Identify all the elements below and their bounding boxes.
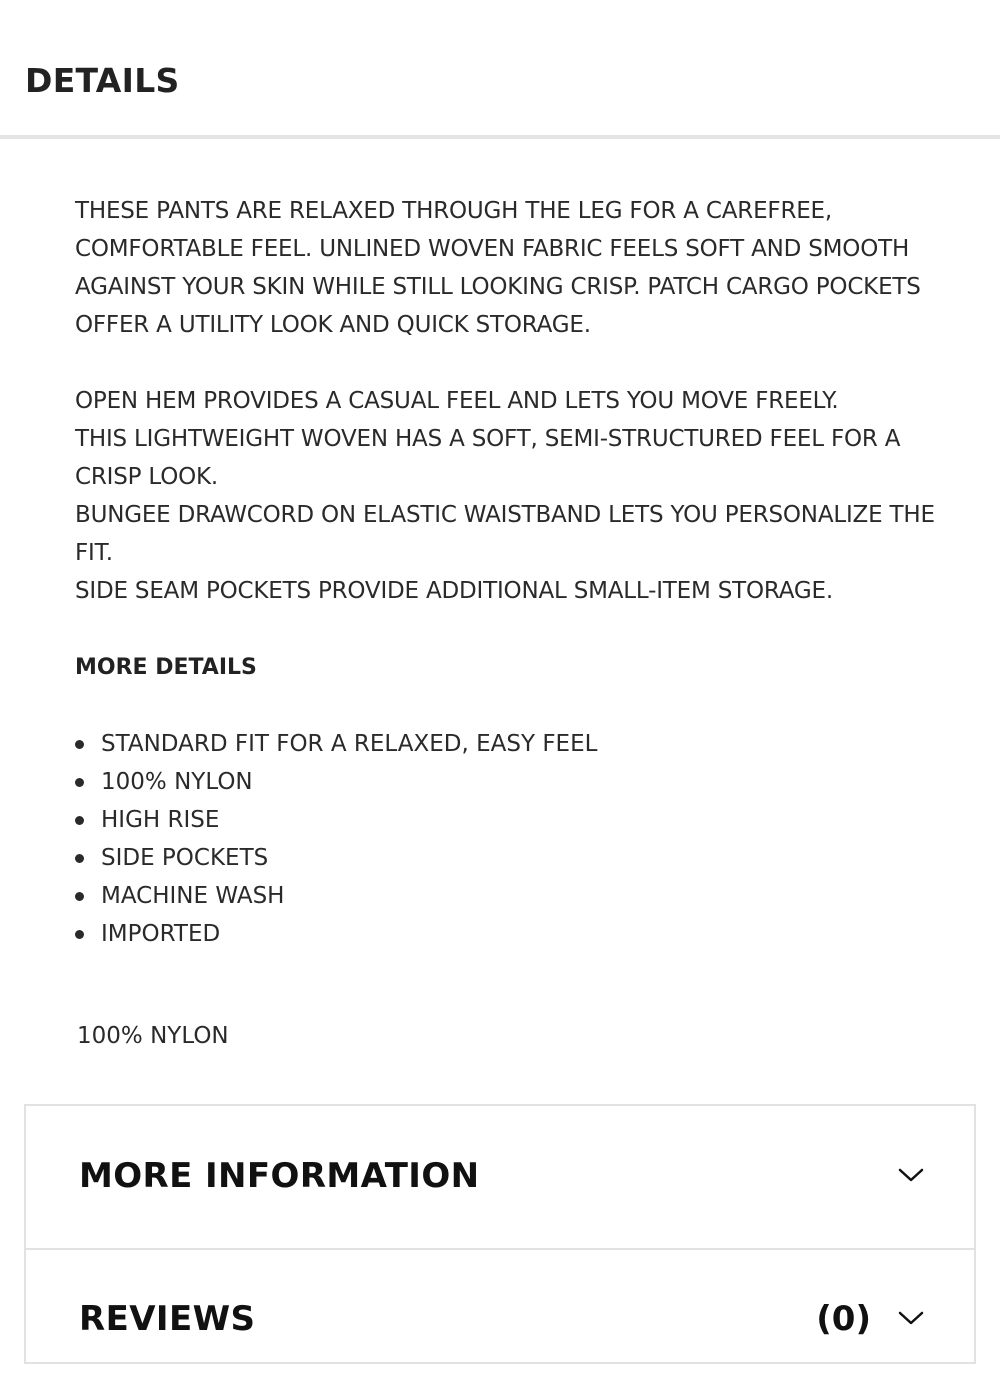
feature-line: BUNGEE DRAWCORD ON ELASTIC WAISTBAND LETS YOU PERSONALIZE THE FIT. bbox=[75, 502, 935, 566]
list-item bbox=[75, 839, 597, 877]
description-paragraph: THESE PANTS ARE RELAXED THROUGH THE LEG FOR A CAREFREE, COMFORTABLE FEEL. UNLINED WOVEN FABRIC FEELS SOFT AND SMOOTH AGAINST YOUR SKIN WHILE STILL LOOKING CRISP. PATCH CARGO POCKETS OFFER A UTILITY LOOK AND QUICK STORAGE. bbox=[75, 198, 921, 338]
feature-line: SIDE SEAM POCKETS PROVIDE ADDITIONAL SMALL-ITEM STORAGE. bbox=[75, 578, 833, 604]
list-item bbox=[75, 915, 597, 953]
list-item-label: STANDARD FIT FOR A RELAXED, EASY FEEL bbox=[101, 731, 598, 757]
bullet-icon bbox=[75, 930, 84, 939]
section-title: DETAILS bbox=[25, 61, 180, 100]
list-item-label: 100% NYLON bbox=[101, 769, 253, 795]
list-item-label: MACHINE WASH bbox=[101, 883, 285, 909]
bullet-icon bbox=[75, 854, 84, 863]
feature-line: THIS LIGHTWEIGHT WOVEN HAS A SOFT, SEMI-STRUCTURED FEEL FOR A CRISP LOOK. bbox=[75, 426, 901, 490]
reviews-toggle[interactable] bbox=[26, 1249, 974, 1391]
feature-line: OPEN HEM PROVIDES A CASUAL FEEL AND LETS YOU MOVE FREELY. bbox=[75, 388, 839, 414]
list-item-label: SIDE POCKETS bbox=[101, 845, 269, 871]
chevron-down-icon bbox=[898, 1309, 924, 1327]
more-details-heading: MORE DETAILS bbox=[75, 655, 257, 680]
bullet-icon bbox=[75, 816, 84, 825]
list-item bbox=[75, 801, 597, 839]
more-information-toggle[interactable] bbox=[26, 1106, 974, 1250]
material-text: 100% NYLON bbox=[77, 1023, 229, 1049]
header-divider bbox=[0, 135, 1000, 139]
list-item-label: HIGH RISE bbox=[101, 807, 220, 833]
more-information-label: MORE INFORMATION bbox=[79, 1156, 480, 1196]
bullet-icon bbox=[75, 778, 84, 787]
bullet-icon bbox=[75, 740, 84, 749]
reviews-count: (0) bbox=[816, 1299, 871, 1339]
chevron-down-icon bbox=[898, 1166, 924, 1184]
feature-list bbox=[75, 382, 955, 610]
reviews-label: REVIEWS bbox=[79, 1299, 256, 1339]
list-item-label: IMPORTED bbox=[101, 921, 221, 947]
list-item bbox=[75, 877, 597, 915]
product-accordion bbox=[24, 1104, 976, 1364]
more-details-list bbox=[75, 725, 597, 953]
bullet-icon bbox=[75, 892, 84, 901]
list-item bbox=[75, 725, 597, 763]
list-item bbox=[75, 763, 597, 801]
